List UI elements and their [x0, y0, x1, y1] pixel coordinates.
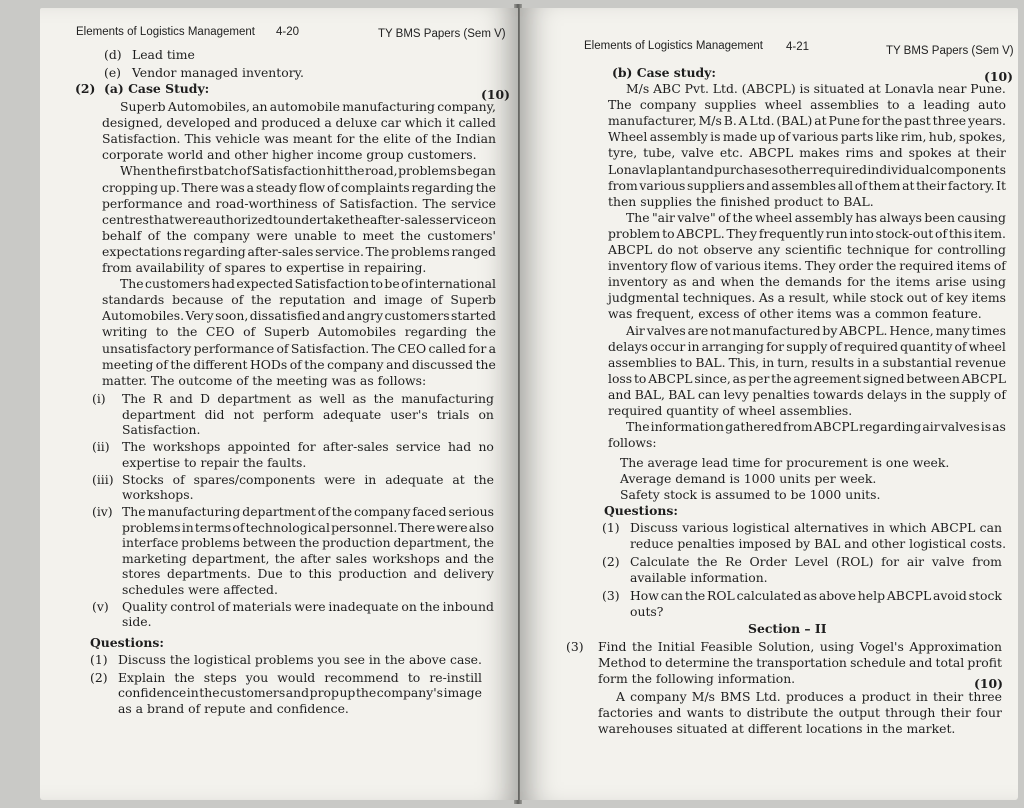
case-text-line: expectations regarding after-sales service. The problems ranged [102, 243, 496, 259]
case-text-line: The company supplies wheel assemblies to a leading auto [608, 97, 1006, 113]
case-text-line: judgmental techniques. As a result, while stock out of key items [608, 290, 1006, 306]
list-text: The workshops appointed for after-sales service had no [122, 439, 494, 454]
question-text: reduce penalties imposed by BAL and other logistical costs. [630, 535, 1007, 551]
case-text-line: and BAL, BAL can levy penalties towards delays in the supply of [608, 386, 1006, 402]
case-text-line: meeting of the different HODs of the company and discussed the [102, 356, 496, 372]
question-text: Discuss various logistical alternatives in which ABCPL can [630, 520, 1002, 535]
question-text: form the following information. [598, 671, 796, 686]
case-text-line: assemblies to BAL. This, in turn, results in a substantial revenue [608, 354, 1006, 370]
body-text-line: warehouses situated at different locations in the market. [598, 721, 956, 736]
list-label: (d) [104, 47, 122, 62]
case-text-line: corporate world and other higher income group customers. [102, 147, 477, 163]
case-text-line: Lonavla plant and purchases other required individual components [608, 161, 1006, 177]
info-line: Average demand is 1000 units per week. [620, 470, 877, 486]
case-text-line: required quantity of wheel assemblies. [608, 403, 853, 418]
running-header-paper: TY BMS Papers (Sem V) [378, 28, 506, 40]
page-number: 4-20 [276, 26, 300, 38]
case-text-line: performance and road-worthiness of Satisfaction. The service [102, 195, 496, 211]
case-text-line: was frequent, excess of other items was a common feature. [608, 306, 982, 322]
list-text: department did not perform adequate user's trials on [122, 406, 494, 422]
case-text-line: behalf of the company were unable to meet the customers' [102, 227, 496, 243]
list-text: Satisfaction. [122, 422, 201, 437]
questions-heading: Questions: [90, 635, 164, 650]
case-text-line: Automobiles. Very soon, dissatisfied and angry customers started [102, 308, 496, 324]
body-text-line: A company M/s BMS Ltd. produces a product in their three [616, 689, 1002, 704]
case-text-line: cropping up. There was a steady flow of complaints regarding the [102, 179, 496, 195]
case-text-line: matter. The outcome of the meeting was as follows: [102, 372, 427, 388]
question-text: How can the ROL calculated as above help ABCPL avoid stock [630, 588, 1002, 603]
list-label: (i) [92, 391, 106, 406]
case-text-line: from various suppliers and assembles all of them at their factory. It [608, 177, 1006, 193]
question-text: Explain the steps you would recommend to re-instill [118, 669, 482, 685]
info-line: Safety stock is assumed to be 1000 units. [620, 486, 881, 502]
question-label: (1) [602, 520, 620, 535]
left-page [40, 8, 518, 800]
case-text-line: standards because of the reputation and image of Superb [102, 292, 496, 308]
question-text: Calculate the Re Order Level (ROL) for air valve from [630, 554, 1002, 569]
case-text-line: delays occur in arranging for supply of required quantity of wheel [608, 338, 1006, 354]
list-text: side. [122, 614, 152, 629]
list-text: workshops. [122, 487, 194, 502]
question-text: outs? [630, 603, 664, 619]
section-heading: Section – II [748, 621, 827, 636]
info-line: The average lead time for procurement is one week. [620, 455, 950, 470]
case-text-line: Air valves are not manufactured by ABCPL. Hence, many times [626, 322, 1006, 338]
marks: (10) [984, 69, 1013, 84]
question-text: confidence in the customers and prop up the company's image [118, 685, 482, 700]
list-text: Quality control of materials were inadequate on the inbound [122, 598, 494, 614]
question-label: (2) [90, 669, 108, 685]
question-text: available information. [630, 569, 768, 585]
case-text-line: The "air valve" of the wheel assembly has always been causing [626, 209, 1006, 225]
case-text-line: designed, developed and produced a deluxe car which it called [102, 115, 496, 131]
running-header-title: Elements of Logistics Management [76, 26, 255, 38]
question-number: (2) [75, 81, 96, 96]
case-text-line: Superb Automobiles, an automobile manufacturing company, [120, 99, 496, 114]
list-text: Lead time [132, 47, 195, 62]
list-text: Vendor managed inventory. [132, 65, 304, 80]
list-text: stores departments. Due to this production and delivery [122, 566, 494, 581]
right-page [520, 8, 1018, 800]
question-label: (2) [602, 554, 620, 569]
case-text-line: M/s ABC Pvt. Ltd. (ABCPL) is situated at Lonavla near Pune. [626, 81, 1006, 96]
case-text-line: When the first batch of Satisfaction hit the road, problems began [120, 163, 496, 179]
case-text-line: manufacturer, M/s B. A Ltd. (BAL) at Pune for the past three years. [608, 113, 1006, 129]
case-text-line: inventory flow of various items. They order the required items of [608, 258, 1006, 274]
case-text-line: centres that were authorized to undertake the after-sales service on [102, 211, 497, 227]
case-text-line: inventory as and when the demands for the items arise using [608, 274, 1006, 290]
question-text: Find the Initial Feasible Solution, using Vogel's Approximation [598, 639, 1002, 654]
list-text: problems in terms of technological personnel. There were also [122, 519, 494, 535]
running-header-paper: TY BMS Papers (Sem V) [886, 45, 1014, 57]
case-text-line: tyre, tube, valve etc. ABCPL makes rims and spokes at their [608, 145, 1006, 161]
list-label: (e) [104, 65, 122, 80]
page-number: 4-21 [786, 41, 810, 53]
case-text-line: ABCPL do not observe any scientific technique for controlling [608, 242, 1006, 257]
question-label: (1) [90, 652, 108, 667]
list-label: (iv) [92, 504, 113, 519]
case-text-line: Satisfaction. This vehicle was meant for the elite of the Indian [102, 131, 496, 147]
case-study-heading: (b) Case study: [612, 65, 716, 80]
list-text: The R and D department as well as the manufacturing [122, 391, 494, 406]
list-label: (v) [92, 598, 109, 614]
case-text-line: The customers had expected Satisfaction to be of international [120, 276, 496, 292]
question-number: (3) [566, 639, 584, 654]
question-label: (3) [602, 588, 620, 603]
questions-heading: Questions: [604, 503, 678, 518]
question-text: as a brand of repute and confidence. [118, 700, 349, 716]
question-text: Method to determine the transportation schedule and total profit [598, 655, 1002, 670]
list-text: schedules were affected. [122, 581, 278, 597]
case-text-line: then supplies the finished product to BAL. [608, 193, 874, 209]
case-text-line: loss to ABCPL since, as per the agreement signed between ABCPL [608, 370, 1006, 386]
case-text-line: from availability of spares to expertise in repairing. [102, 260, 427, 275]
case-text-line: follows: [608, 435, 657, 451]
question-text: Discuss the logistical problems you see in the above case. [118, 652, 482, 667]
case-text-line: unsatisfactory performance of Satisfaction. The CEO called for a [102, 340, 496, 356]
case-text-line: The information gathered from ABCPL regarding air valves is as [626, 419, 1006, 435]
list-label: (ii) [92, 439, 110, 454]
case-text-line: writing to the CEO of Superb Automobiles regarding the [102, 324, 496, 340]
case-study-heading: (a) Case Study: [104, 81, 210, 96]
list-label: (iii) [92, 471, 114, 487]
running-header-title: Elements of Logistics Management [584, 40, 763, 52]
body-text-line: factories and wants to distribute the output through their four [598, 705, 1002, 720]
list-text: interface problems between the production department, the [122, 535, 494, 550]
list-text: The manufacturing department of the company faced serious [122, 504, 494, 519]
marks: (10) [974, 676, 1003, 691]
list-text: expertise to repair the faults. [122, 454, 307, 470]
case-text-line: problem to ABCPL. They frequently run into stock-out of this item. [608, 225, 1006, 241]
list-text: Stocks of spares/components were in adequate at the [122, 471, 494, 487]
case-text-line: Wheel assembly is made up of various parts like rim, hub, spokes, [608, 129, 1006, 145]
list-text: marketing department, the after sales workshops and the [122, 550, 494, 566]
marks: (10) [481, 87, 510, 102]
